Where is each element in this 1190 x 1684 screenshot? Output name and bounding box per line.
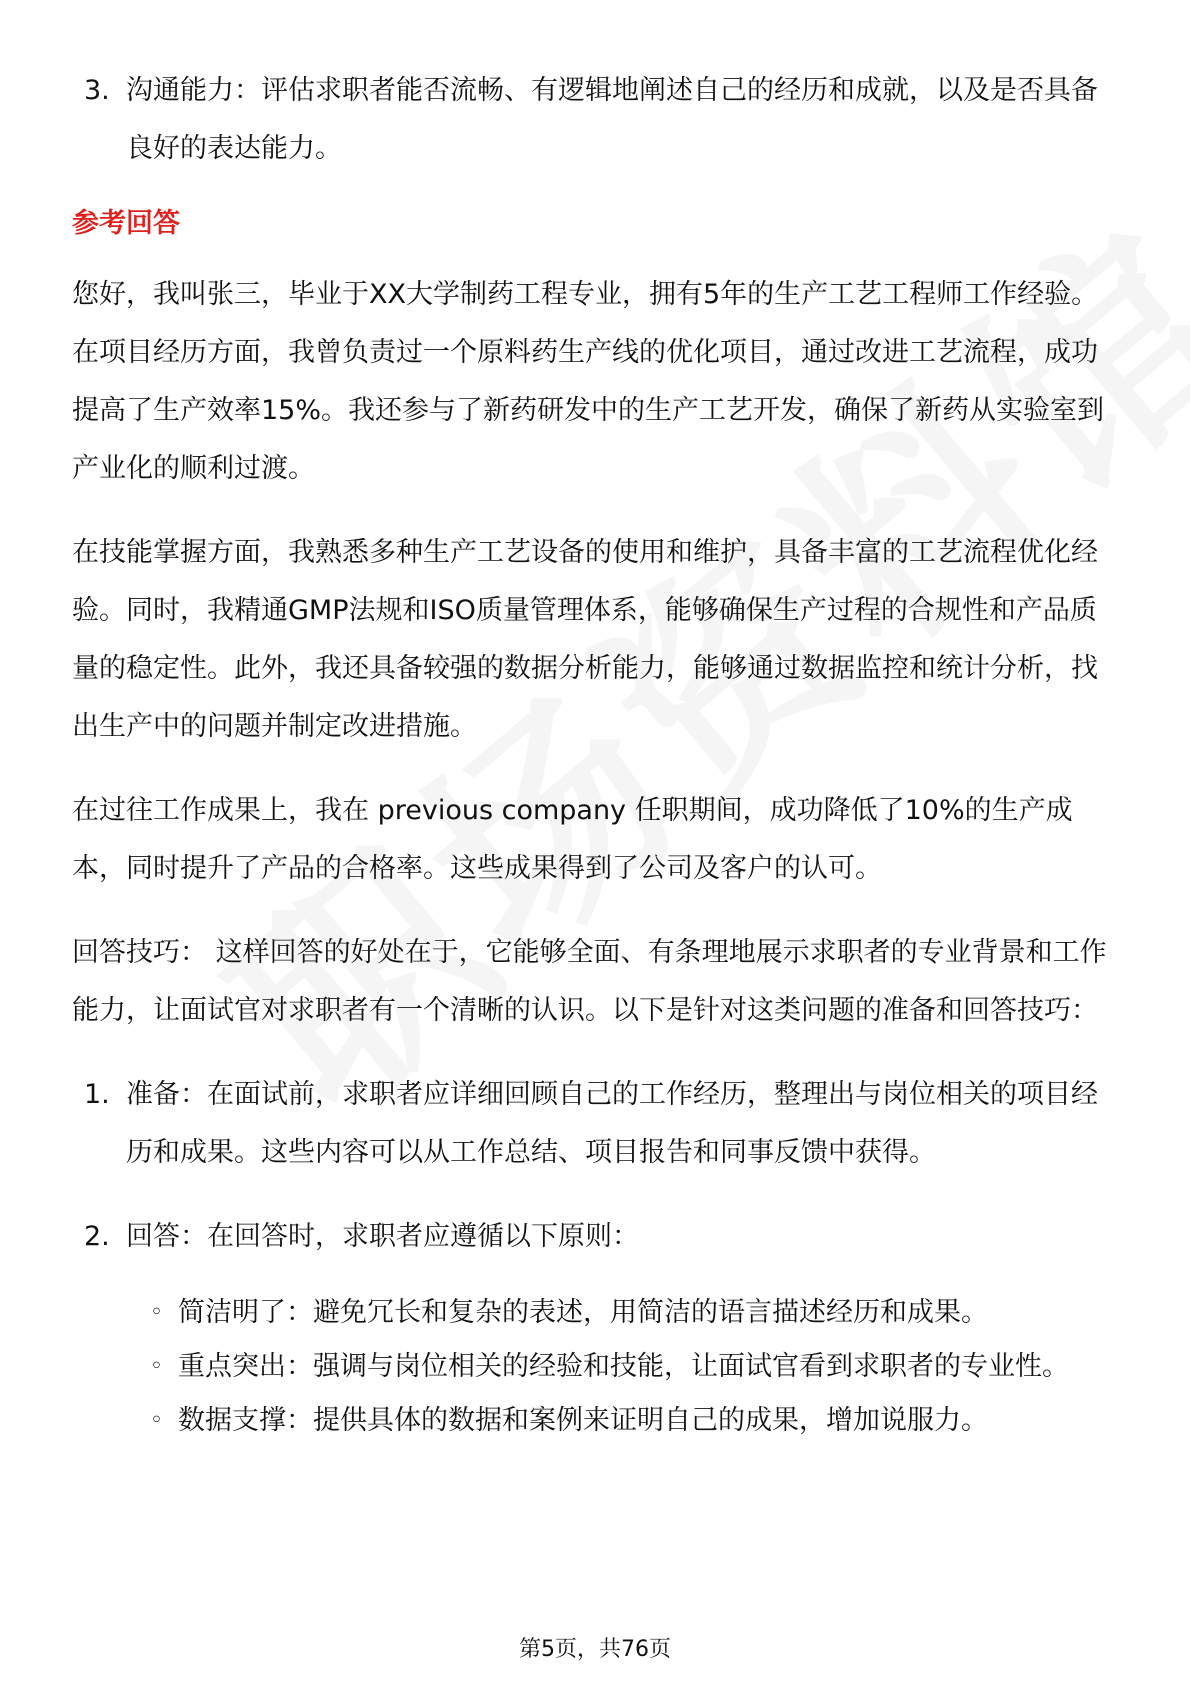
list-number: 3. [84,75,110,106]
bullet-marker: ◦ [150,1354,163,1379]
section-heading: 参考回答 [72,208,180,239]
list-item [72,1340,1122,1394]
list-number: 2. [84,1221,110,1252]
list-text: 回答：在回答时，求职者应遵循以下原则： [126,1221,639,1252]
page-footer: 第5页，共76页 [519,1637,671,1662]
bullet-marker: ◦ [150,1408,163,1433]
list-text: 准备：在面试前，求职者应详细回顾自己的工作经历，整理出与岗位相关的项目经历和成果。这些内容可以从工作总结、项目报告和同事反馈中获得。 [126,1079,1098,1168]
list-item [72,1286,1122,1340]
tip-item-answer [72,1208,1122,1266]
bullet-text: 重点突出：强调与岗位相关的经验和技能，让面试官看到求职者的专业性。 [178,1351,1069,1382]
criteria-item-3 [72,62,1122,178]
answer-paragraph-skills: 在技能掌握方面，我熟悉多种生产工艺设备的使用和维护，具备丰富的工艺流程优化经验。同时，我精通GMP法规和ISO质量管理体系，能够确保生产过程的合规性和产品质量的稳定性。此外，我还具备较强的数据分析能力，能够通过数据监控和统计分析，找出生产中的问题并制定改进措施。 [72,537,1098,742]
list-number: 1. [84,1079,110,1110]
list-text: 沟通能力：评估求职者能否流畅、有逻辑地阐述自己的经历和成就，以及是否具备良好的表达能力。 [126,75,1098,164]
bullet-marker: ◦ [150,1300,163,1325]
bullet-text: 数据支撑：提供具体的数据和案例来证明自己的成果，增加说服力。 [178,1405,988,1436]
answer-paragraph-intro: 您好，我叫张三，毕业于XX大学制药工程专业，拥有5年的生产工艺工程师工作经验。在项目经历方面，我曾负责过一个原料药生产线的优化项目，通过改进工艺流程，成功提高了生产效率15%。我还参与了新药研发中的生产工艺开发，确保了新药从实验室到产业化的顺利过渡。 [72,279,1105,484]
bullet-text: 简洁明了：避免冗长和复杂的表述，用简洁的语言描述经历和成果。 [178,1297,988,1328]
answer-paragraph-results: 在过往工作成果上，我在 previous company 任职期间，成功降低了10%的生产成本，同时提升了产品的合格率。这些成果得到了公司及客户的认可。 [72,795,1073,884]
tip-item-prepare [72,1066,1122,1182]
page-content [72,62,1122,1448]
list-item [72,1394,1122,1448]
principle-list [72,1286,1122,1448]
answer-tips-paragraph: 回答技巧： 这样回答的好处在于，它能够全面、有条理地展示求职者的专业背景和工作能力，让面试官对求职者有一个清晰的认识。以下是针对这类问题的准备和回答技巧： [72,937,1107,1026]
